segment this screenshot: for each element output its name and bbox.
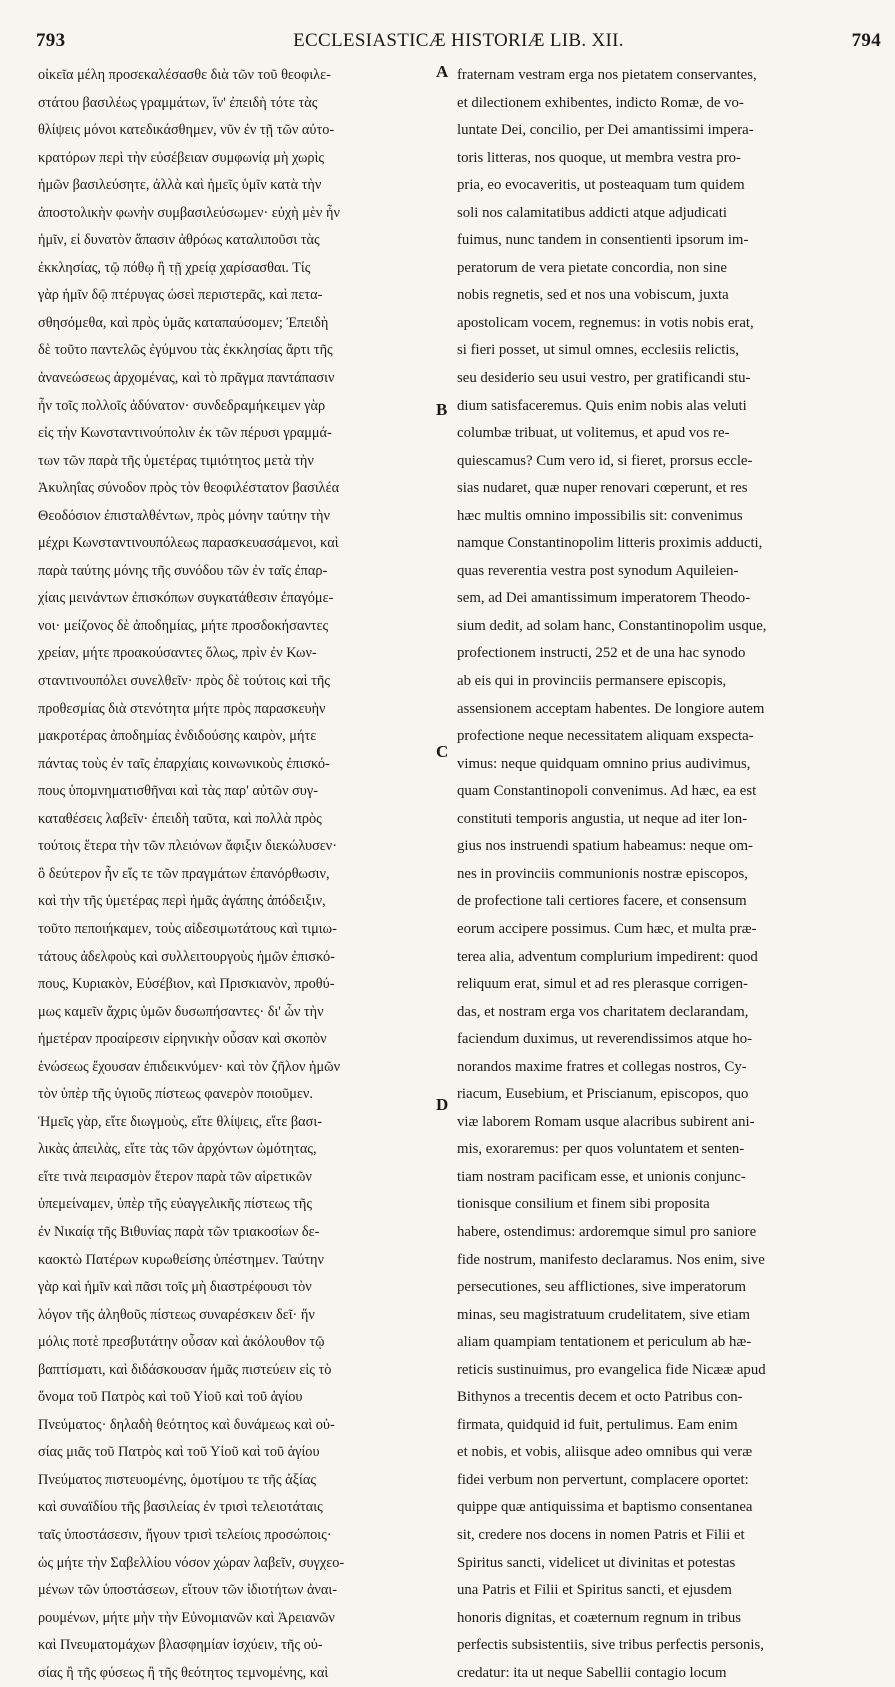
- greek-text-line: λόγον τῆς ἀληθοῦς πίστεως συναρέσκειν δεῖ· ἥν: [38, 1306, 315, 1323]
- latin-text-line: si fieri posset, ut simul omnes, ecclesiis relictis,: [457, 342, 739, 359]
- greek-text-line: δὲ τοῦτο παντελῶς ἐγύμνου τὰς ἐκκλησίας ἄρτι τῆς: [38, 342, 333, 359]
- latin-text-line: una Patris et Filii et Spiritus sancti, et ejusdem: [457, 1582, 732, 1599]
- latin-text-line: honoris dignitas, et coæternum regnum in tribus: [457, 1609, 741, 1626]
- page-number-right: 794: [851, 30, 881, 51]
- latin-text-line: aliam quampiam tentationem et periculum ab hæ-: [457, 1334, 752, 1351]
- latin-text-line: Bithynos a trecentis decem et octo Patribus con-: [457, 1389, 743, 1406]
- greek-text-line: σθησόμεθα, καὶ πρὸς ὑμᾶς καταπαύσομεν; Ἐπειδὴ: [38, 314, 329, 331]
- greek-text-line: μακροτέρας ἀποδημίας ἐνδιδούσης καιρὸν, μήτε: [38, 728, 317, 745]
- latin-text-line: fidei verbum non pervertunt, complacere oportet:: [457, 1471, 749, 1488]
- latin-text-line: profectionem instructi, 252 et de una hac synodo: [457, 645, 746, 662]
- greek-text-line: Ἀκυληΐας σύνοδον πρὸς τὸν θεοφιλέστατον βασιλέα: [38, 480, 340, 497]
- greek-text-line: ἑνώσεως ἔχουσαν ἐπιδεικνύμεν· καὶ τὸν ζῆλον ἡμῶν: [38, 1058, 341, 1075]
- latin-text-line: terea alia, adventum complurium impedirent: quod: [457, 948, 758, 965]
- greek-text-line: λικὰς ἀπειλὰς, εἴτε τὰς τῶν ἀρχόντων ὠμότητας,: [38, 1141, 317, 1158]
- greek-text-line: τοῦτο πεποιήκαμεν, τοὺς αἰδεσιμωτάτους καὶ τιμιω-: [38, 920, 337, 937]
- greek-text-line: Ἡμεῖς γὰρ, εἴτε διωγμοὺς, εἴτε θλίψεις, εἴτε βασι-: [38, 1113, 322, 1130]
- latin-text-line: nes in provinciis communionis nostræ episcopos,: [457, 865, 748, 882]
- latin-text-line: peratorum de vera pietate concordia, non sine: [457, 259, 727, 276]
- greek-text-line: θλίψεις μόνοι κατεδικάσθημεν, νῦν ἐν τῇ τῶν αὐτο-: [38, 122, 335, 139]
- latin-text-line: profectione neque necessitatem aliquam exspecta-: [457, 728, 754, 745]
- section-marker-d: D: [436, 1095, 449, 1114]
- running-title: ECCLESIASTICÆ HISTORIÆ LIB. XII.: [293, 30, 624, 51]
- latin-text-line: sit, credere nos docens in nomen Patris et Filii et: [457, 1526, 745, 1543]
- greek-text-line: γὰρ καὶ ἡμῖν καὶ πᾶσι τοῖς μὴ διαστρέφουσι τὸν: [38, 1279, 312, 1296]
- greek-text-line: τάτους ἀδελφοὺς καὶ συλλειτουργοὺς ἡμῶν ἐπισκό-: [38, 948, 335, 965]
- greek-text-line: γὰρ ἡμῖν δῷ πτέρυγας ὡσεὶ περιστερᾶς, καὶ πετα-: [38, 287, 323, 304]
- greek-text-line: πάντας τοὺς ἐν ταῖς ἐπαρχίαις κοινωνικοὺς ἐπισκό-: [38, 755, 330, 772]
- greek-text-line: χρείαν, μήτε προακούσαντες ὅλως, πρὶν ἐν Κων-: [38, 645, 317, 662]
- latin-text-line: fraternam vestram erga nos pietatem conservantes,: [457, 67, 757, 83]
- greek-text-line: πους, Κυριακὸν, Εὐσέβιον, καὶ Πρισκιανὸν, προθύ-: [38, 976, 335, 993]
- greek-text-line: ταῖς ὑποστάσεσιν, ἤγουν τρισὶ τελείοις προσώποις·: [38, 1526, 332, 1543]
- latin-text-line: quas reverentia vestra post synodum Aquileien-: [457, 562, 739, 579]
- greek-text-line: Θεοδόσιον ἐπισταλθέντων, πρὸς μόνην ταύτην τὴν: [38, 507, 330, 524]
- latin-text-line: et nobis, et vobis, aliisque adeo omnibus qui veræ: [457, 1444, 753, 1461]
- latin-text-line: reticis sustinuimus, pro evangelica fide Nicææ apud: [457, 1361, 766, 1378]
- greek-text-line: παρὰ ταύτης μόνης τῆς συνόδου τῶν ἐν ταῖς ἐπαρ-: [38, 562, 328, 579]
- latin-text-line: firmata, quidquid id fuit, pertulimus. Eam enim: [457, 1416, 738, 1433]
- latin-text-line: nobis regnetis, sed et nos una vobiscum, juxta: [457, 287, 729, 304]
- greek-text-line: προθεσμίας διὰ στενότητα μήτε πρὸς παρασκευὴν: [38, 700, 326, 717]
- greek-text-line: ἦν τοῖς πολλοῖς ἀδύνατον· συνδεδραμήκειμεν γὰρ: [38, 397, 326, 414]
- page-number-left: 793: [36, 30, 66, 51]
- greek-text-line: καὶ Πνευματομάχων βλασφημίαν ἰσχύειν, τῆς οὐ-: [38, 1637, 323, 1654]
- latin-text-line: apostolicam vocem, regnemus: in votis nobis erat,: [457, 314, 754, 331]
- latin-text-line: minas, seu magistratuum crudelitatem, sive etiam: [457, 1306, 750, 1323]
- latin-text-line: riacum, Eusebium, et Priscianum, episcopos, quo: [457, 1086, 749, 1103]
- section-marker-a: A: [436, 62, 449, 81]
- latin-text-line: fide nostrum, manifesto declaramus. Nos enim, sive: [457, 1251, 765, 1268]
- latin-text-line: de profectione tali certiores facere, et consensum: [457, 893, 747, 910]
- greek-text-line: των τῶν παρὰ τῆς ὑμετέρας τιμιότητος μετὰ τὴν: [38, 452, 314, 469]
- latin-text-line: quippe quæ antiquissima et baptismo consentanea: [457, 1499, 753, 1516]
- greek-text-line: σίας μιᾶς τοῦ Πατρὸς καὶ τοῦ Υἱοῦ καὶ τοῦ ἁγίου: [38, 1444, 320, 1461]
- latin-text-line: quam Constantinopoli convenimus. Ad hæc, ea est: [457, 783, 757, 800]
- latin-text-line: toris litteras, nos quoque, ut membra vestra pro-: [457, 149, 741, 166]
- latin-text-line: gius nos instruendi spatium habeamus: neque om-: [457, 838, 753, 855]
- latin-text-line: soli nos calamitatibus addicti atque adjudicati: [457, 204, 727, 221]
- latin-column: [457, 62, 887, 1687]
- greek-text-line: βαπτίσματι, καὶ διδάσκουσαν ἡμᾶς πιστεύειν εἰς τὸ: [38, 1361, 332, 1378]
- greek-text-line: στάτου βασιλέως γραμμάτων, ἵν' ἐπειδὴ τότε τὰς: [38, 94, 318, 111]
- greek-text-line: ἡμῖν, εἰ δυνατὸν ἅπασιν ἀθρόως καταλιποῦσι τὰς: [38, 232, 320, 249]
- greek-text-line: καὶ συναϊδίου τῆς βασιλείας ἐν τρισὶ τελειοτάταις: [38, 1499, 323, 1516]
- greek-column: [38, 62, 440, 1687]
- greek-text-line: μέχρι Κωνσταντινουπόλεως παρασκευασάμενοι, καὶ: [38, 535, 339, 552]
- greek-text-line: ἀποστολικὴν φωνὴν συμβασιλεύσωμεν· εὐχὴ μὲν ἦν: [38, 204, 340, 221]
- greek-text-line: νοι· μείζονος δὲ ἀποδημίας, μήτε προσδοκήσαντες: [38, 617, 329, 634]
- latin-text-line: dium satisfaceremus. Quis enim nobis alas veluti: [457, 397, 747, 414]
- latin-text-line: credatur: ita ut neque Sabellii contagio locum: [457, 1664, 727, 1681]
- greek-text-line: ἡμῶν βασιλεύσητε, ἀλλὰ καὶ ἡμεῖς ὑμῖν κατὰ τὴν: [38, 177, 322, 194]
- greek-text-line: ρουμένων, μήτε μὴν τὴν Εὐνομιανῶν καὶ Ἀρειανῶν: [38, 1609, 335, 1626]
- greek-text-line: Πνεύματος· δηλαδὴ θεότητος καὶ δυνάμεως καὶ οὐ-: [38, 1416, 335, 1433]
- greek-text-line: ὄνομα τοῦ Πατρὸς καὶ τοῦ Υἱοῦ καὶ τοῦ ἁγίου: [38, 1389, 303, 1406]
- latin-text-line: hæc multis omnino impossibilis sit: convenimus: [457, 507, 743, 524]
- greek-text-line: ὑπεμείναμεν, ὑπὲρ τῆς εὐαγγελικῆς πίστεως τῆς: [38, 1196, 313, 1213]
- latin-text-line: vimus: neque quidquam omnino prius audivimus,: [457, 755, 751, 772]
- latin-text-line: et dilectionem exhibentes, indicto Romæ, de vo-: [457, 94, 744, 111]
- latin-text-line: persecutiones, seu afflictiones, sive imperatorum: [457, 1279, 747, 1296]
- latin-text-line: viæ laborem Romam usque alacribus subirent ani-: [457, 1113, 755, 1130]
- section-marker-b: B: [436, 400, 448, 419]
- latin-text-line: eorum accipere possimus. Cum hæc, et multa præ-: [457, 920, 757, 937]
- greek-text-line: καοκτὼ Πατέρων κυρωθείσης ὑπέστημεν. Ταύτην: [38, 1251, 325, 1268]
- latin-text-line: assensionem acceptam habentes. De longiore autem: [457, 700, 765, 717]
- latin-text-line: luntate Dei, concilio, per Dei amantissimi impera-: [457, 122, 754, 139]
- greek-text-line: ἀνανεώσεως ἀρχομένας, καὶ τὸ πρᾶγμα παντάπασιν: [38, 370, 335, 387]
- greek-text-line: ἡμετέραν προαίρεσιν εἰρηνικὴν οὖσαν καὶ σκοπὸν: [38, 1031, 327, 1048]
- latin-text-line: perfectis subsistentiis, sive tribus perfectis personis,: [457, 1637, 764, 1654]
- latin-text-line: ab eis qui in provinciis permansere episcopis,: [457, 673, 727, 690]
- latin-text-line: sem, ad Dei amantissimum imperatorem Theodo-: [457, 590, 751, 607]
- greek-text-line: ὃ δεύτερον ἦν εἴς τε τῶν πραγμάτων ἐπανόρθωσιν,: [38, 865, 330, 882]
- greek-text-line: καὶ τὴν τῆς ὑμετέρας περὶ ἡμᾶς ἀγάπης ἀπόδειξιν,: [38, 893, 326, 910]
- greek-text-line: ἐκκλησίας, τῷ πόθῳ ἢ τῇ χρείᾳ χαρίσασθαι. Τίς: [38, 259, 311, 276]
- greek-text-line: ἐν Νικαίᾳ τῆς Βιθυνίας παρὰ τῶν τριακοσίων δε-: [38, 1223, 320, 1240]
- greek-text-line: μόλις ποτὲ πρεσβυτάτην οὖσαν καὶ ἀκόλουθον τῷ: [38, 1334, 325, 1351]
- latin-text-line: tiam nostram pacificam esse, et unionis conjunc-: [457, 1168, 746, 1185]
- greek-text-line: σταντινουπόλει συνελθεῖν· πρὸς δὲ τούτοις καὶ τῆς: [38, 673, 330, 690]
- greek-text-line: Πνεύματος πιστευομένης, ὁμοτίμου τε τῆς ἀξίας: [38, 1471, 316, 1488]
- latin-text-line: norandos maxime fratres et collegas nostros, Cy-: [457, 1058, 747, 1075]
- greek-text-line: χίαις μεινάντων ἐπισκόπων συγκατάθεσιν ἐπαγόμε-: [38, 590, 334, 607]
- latin-text-line: columbæ tribuat, ut volitemus, et apud vos re-: [457, 425, 730, 442]
- greek-text-line: πους ὑπομνηματισθῆναι καὶ τὰς παρ' αὐτῶν συγ-: [38, 783, 318, 800]
- latin-text-line: seu desiderio seu usui vestro, per gratificandi stu-: [457, 370, 751, 387]
- greek-text-line: καταθέσεις λαβεῖν· ἐπειδὴ ταῦτα, καὶ πολλὰ πρὸς: [38, 810, 322, 827]
- latin-text-line: quiescamus? Cum vero id, si fieret, prorsus eccle-: [457, 452, 753, 469]
- greek-text-line: τούτοις ἕτερα τὴν τῶν πλειόνων ἄφιξιν διεκώλυσεν·: [38, 838, 338, 855]
- latin-text-line: Spiritus sancti, videlicet ut divinitas et potestas: [457, 1554, 736, 1571]
- greek-text-line: ὡς μήτε τὴν Σαβελλίου νόσον χώραν λαβεῖν, συγχεο-: [38, 1554, 345, 1571]
- latin-text-line: tionisque consilium et finem sibi proposita: [457, 1196, 710, 1213]
- greek-text-line: εἰς τὴν Κωνσταντινούπολιν ἐκ τῶν πέρυσι γραμμά-: [38, 425, 332, 442]
- latin-text-line: fuimus, nunc tandem in consentienti ipsorum im-: [457, 232, 749, 249]
- greek-text-line: κρατόρων περὶ τὴν εὐσέβειαν συμφωνίᾳ μὴ χωρὶς: [38, 149, 325, 166]
- latin-text-line: constituti temporis angustia, ut neque ad iter lon-: [457, 810, 748, 827]
- greek-text-line: οἰκεῖα μέλη προσεκαλέσασθε διὰ τῶν τοῦ θεοφιλε-: [38, 67, 331, 83]
- greek-text-line: μως καμεῖν ἄχρις ὑμῶν δυσωπήσαντες· δι' ὧν τὴν: [38, 1003, 324, 1020]
- latin-text-line: habere, ostendimus: ardoremque simul pro saniore: [457, 1223, 757, 1240]
- latin-text-line: faciendum duximus, ut reverendissimos atque ho-: [457, 1031, 753, 1048]
- latin-text-line: das, et nostram erga vos charitatem declarandam,: [457, 1003, 749, 1020]
- running-header: [36, 30, 881, 56]
- latin-text-line: reliquum erat, simul et ad res plerasque corrigen-: [457, 976, 748, 993]
- latin-text-line: mis, exoraremus: per quos voluntatem et senten-: [457, 1141, 745, 1158]
- greek-text-line: σίας ἢ τῆς φύσεως ἢ τῆς θεότητος τεμνομένης, καὶ: [38, 1664, 329, 1681]
- latin-text-line: pria, eo evocaveritis, ut posteaquam tum quidem: [457, 177, 745, 194]
- greek-text-line: εἴτε τινὰ πειρασμὸν ἕτερον παρὰ τῶν αἱρετικῶν: [38, 1168, 312, 1185]
- latin-text-line: sias nudaret, quæ nuper renovari cœperunt, et res: [457, 480, 748, 497]
- greek-text-line: μένων τῶν ὑποστάσεων, εἴτουν τῶν ἰδιοτήτων ἀναι-: [38, 1582, 337, 1599]
- section-marker-c: C: [436, 742, 449, 761]
- latin-text-line: sium dedit, ad solam hanc, Constantinopolim usque,: [457, 617, 767, 634]
- latin-text-line: namque Constantinopolim litteris proximis adducti,: [457, 535, 763, 552]
- greek-text-line: τὸν ὑπὲρ τῆς ὑγιοῦς πίστεως φανερὸν ποιοῦμεν.: [38, 1086, 313, 1103]
